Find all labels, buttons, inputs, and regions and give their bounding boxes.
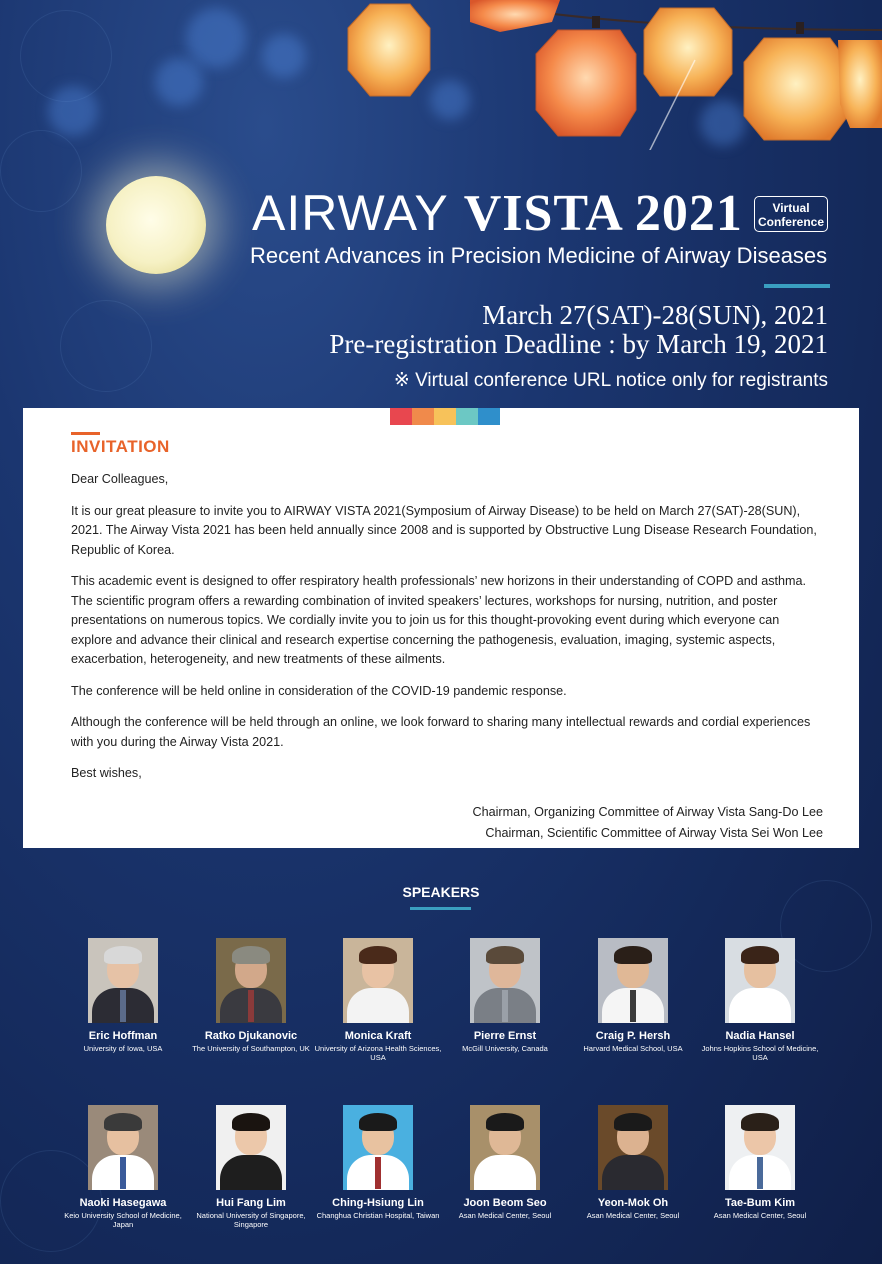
photo-hair: [486, 946, 524, 964]
speaker-affiliation: University of Iowa, USA: [83, 1044, 163, 1053]
speaker-photo: [216, 938, 286, 1023]
speaker-card: [58, 938, 188, 1053]
date-line: March 27(SAT)-28(SUN), 2021: [482, 300, 828, 330]
photo-hair: [741, 946, 779, 964]
badge-line-2: Conference: [757, 215, 825, 229]
photo-hair: [614, 946, 652, 964]
registrant-notice: ※ Virtual conference URL notice only for registrants: [393, 370, 828, 391]
invitation-card: [23, 408, 859, 848]
photo-tie: [120, 990, 126, 1022]
speaker-photo: [598, 1105, 668, 1190]
speakers-divider: [410, 907, 471, 910]
speaker-affiliation: Keio University School of Medicine, Japan: [64, 1211, 182, 1229]
speaker-photo: [470, 1105, 540, 1190]
greeting: Dear Colleagues,: [71, 472, 169, 486]
speaker-card: [186, 1105, 316, 1229]
photo-hair: [104, 1113, 142, 1131]
speaker-card: [568, 938, 698, 1053]
speaker-affiliation: Harvard Medical School, USA: [583, 1044, 683, 1053]
speaker-name: Ching-Hsiung Lin: [332, 1197, 424, 1209]
photo-hair: [614, 1113, 652, 1131]
pattern-ring: [60, 300, 152, 392]
speaker-photo: [216, 1105, 286, 1190]
moon: [106, 176, 206, 274]
letter-paragraph: It is our great pleasure to invite you to AIRWAY VISTA 2021(Symposium of Airway Disease) to be held on March 27(SAT)-28(SUN), 2021. The Airway Vista 2021 has been held annually since 2008 and is supported by Obstructive Lung Disease Research Foundation, Republic of Korea.: [71, 503, 817, 557]
color-strip-segment: [434, 408, 456, 425]
photo-tie: [375, 1157, 381, 1189]
speaker-photo: [725, 1105, 795, 1190]
photo-hair: [359, 946, 397, 964]
speaker-card: [695, 938, 825, 1062]
invitation-letter: [71, 470, 823, 844]
speaker-photo: [343, 1105, 413, 1190]
speaker-name: Ratko Djukanovic: [204, 1030, 298, 1042]
signature-scientific: Chairman, Scientific Committee of Airway Vista Sei Won Lee: [485, 825, 823, 840]
bokeh-light: [262, 34, 306, 78]
speaker-photo: [88, 938, 158, 1023]
photo-tie: [248, 1157, 254, 1189]
letter-paragraph: The conference will be held online in consideration of the COVID-19 pandemic response.: [71, 683, 567, 698]
speaker-name: Eric Hoffman: [88, 1030, 158, 1042]
photo-tie: [630, 1157, 636, 1189]
speaker-photo: [725, 938, 795, 1023]
conference-subtitle: Recent Advances in Precision Medicine of Airway Diseases: [250, 243, 828, 268]
speaker-card: [440, 1105, 570, 1220]
pattern-ring: [0, 130, 82, 212]
conference-dates: [329, 301, 828, 359]
photo-hair: [232, 1113, 270, 1131]
color-strip-segment: [412, 408, 434, 425]
speaker-name: Craig P. Hersh: [595, 1030, 671, 1042]
photo-tie: [757, 990, 763, 1022]
photo-hair: [104, 946, 142, 964]
speaker-card: [186, 938, 316, 1053]
speaker-card: [568, 1105, 698, 1220]
photo-hair: [359, 1113, 397, 1131]
speaker-affiliation: Asan Medical Center, Seoul: [458, 1211, 552, 1220]
title-part-2: VISTA 2021: [463, 185, 743, 242]
bokeh-light: [186, 8, 246, 68]
closing: Best wishes,: [71, 766, 142, 780]
speaker-card: [313, 938, 443, 1062]
speaker-card: [58, 1105, 188, 1229]
photo-tie: [120, 1157, 126, 1189]
speaker-card: [440, 938, 570, 1053]
letter-paragraph: Although the conference will be held through an online, we look forward to sharing many intellectual rewards and cordial experiences with you during the Airway Vista 2021.: [71, 715, 811, 749]
speaker-photo: [343, 938, 413, 1023]
speaker-name: Naoki Hasegawa: [79, 1197, 167, 1209]
speaker-name: Pierre Ernst: [473, 1030, 537, 1042]
bokeh-light: [155, 58, 203, 106]
speaker-name: Monica Kraft: [344, 1030, 412, 1042]
heading-accent-line: [71, 432, 100, 435]
virtual-conference-badge: [754, 196, 828, 232]
speaker-affiliation: Changhua Christian Hospital, Taiwan: [316, 1211, 440, 1220]
lanterns-illustration: [330, 0, 882, 150]
pattern-ring: [20, 10, 112, 102]
letter-paragraph: This academic event is designed to offer respiratory health professionals’ new horizons in their understanding of COPD and asthma. The scientific program offers a rewarding combination of invited speakers’ lectures, workshops for nursing, nutrition, and poster presentations on numerous topics. We cordially invite you to join us for this thought-provoking event during which everyone can explore and advance their clinical and research expertise concerning the pathogenesis, evaluation, imaging, systemic aspects, exacerbation, heterogeneity, and new treatments of these ailments.: [71, 574, 807, 666]
speaker-name: Yeon-Mok Oh: [597, 1197, 669, 1209]
speakers-heading: SPEAKERS: [402, 884, 480, 900]
speaker-name: Nadia Hansel: [725, 1030, 795, 1042]
title-part-1: AIRWAY: [252, 185, 449, 241]
photo-tie: [502, 990, 508, 1022]
divider-bar: [764, 284, 830, 288]
photo-tie: [375, 990, 381, 1022]
signature-organizing: Chairman, Organizing Committee of Airway Vista Sang-Do Lee: [472, 804, 823, 819]
photo-hair: [232, 946, 270, 964]
speaker-affiliation: The University of Southampton, UK: [192, 1044, 310, 1053]
speaker-card: [313, 1105, 443, 1220]
speaker-affiliation: University of Arizona Health Sciences, USA: [314, 1044, 442, 1062]
speaker-affiliation: Asan Medical Center, Seoul: [586, 1211, 680, 1220]
signature-block: [71, 802, 823, 844]
photo-hair: [486, 1113, 524, 1131]
speaker-card: [695, 1105, 825, 1220]
color-strip-segment: [456, 408, 478, 425]
color-strip-segment: [478, 408, 500, 425]
speaker-photo: [470, 938, 540, 1023]
badge-line-1: Virtual: [772, 201, 810, 215]
speaker-affiliation: National University of Singapore, Singapore: [196, 1211, 306, 1229]
photo-tie: [248, 990, 254, 1022]
speaker-photo: [598, 938, 668, 1023]
color-strip: [390, 408, 500, 425]
photo-tie: [630, 990, 636, 1022]
speaker-name: Joon Beom Seo: [463, 1197, 547, 1209]
photo-tie: [757, 1157, 763, 1189]
speaker-affiliation: Asan Medical Center, Seoul: [713, 1211, 807, 1220]
color-strip-segment: [390, 408, 412, 425]
speaker-affiliation: Johns Hopkins School of Medicine, USA: [701, 1044, 819, 1062]
deadline-line: Pre-registration Deadline : by March 19, 2021: [329, 329, 828, 359]
speaker-name: Tae-Bum Kim: [724, 1197, 796, 1209]
conference-title: [252, 184, 743, 243]
photo-hair: [741, 1113, 779, 1131]
photo-tie: [502, 1157, 508, 1189]
speaker-name: Hui Fang Lim: [216, 1197, 286, 1209]
invitation-heading: INVITATION: [71, 437, 170, 456]
speaker-affiliation: McGill University, Canada: [462, 1044, 548, 1053]
speaker-photo: [88, 1105, 158, 1190]
